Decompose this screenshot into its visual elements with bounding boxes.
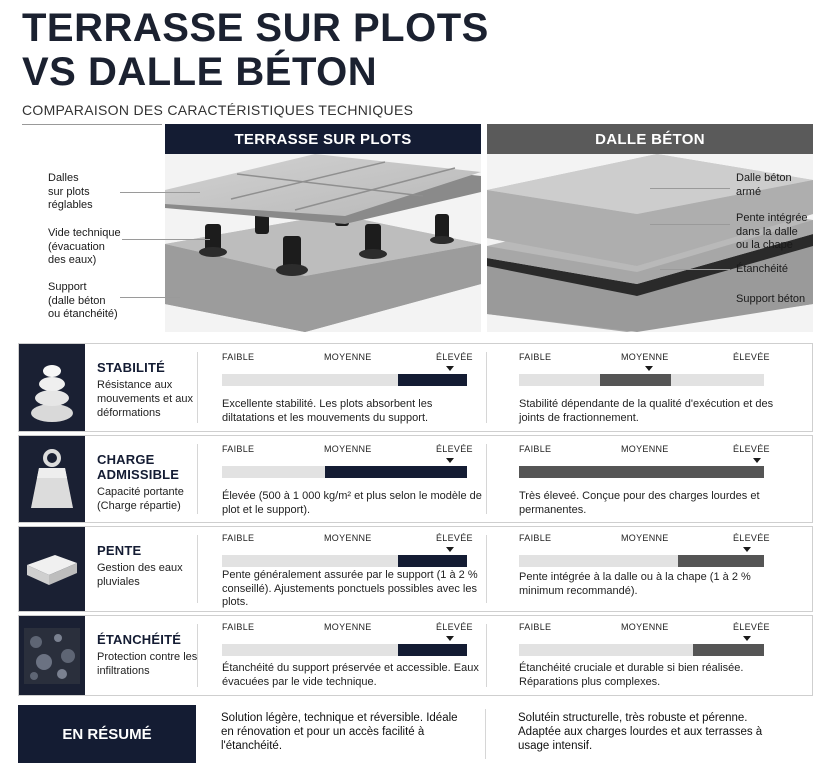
scale-label-low: FAIBLE [222, 444, 255, 454]
row-stabilite [18, 343, 813, 432]
label-pente-integree [736, 212, 808, 253]
feature-pente [97, 543, 207, 589]
scale-label-high: ÉLEVÉE [733, 352, 770, 362]
label-line: Vide technique (évacuation des eaux) [48, 227, 121, 266]
feature-etancheite [97, 632, 207, 678]
leader-line [120, 192, 200, 193]
feature-desc: Protection contre les infiltrations [97, 651, 198, 677]
level-bar-track [222, 466, 467, 478]
feature-desc: Gestion des eaux pluviales [97, 562, 183, 588]
level-marker-icon [645, 366, 653, 371]
label-line: Dalles sur plots réglables [48, 172, 93, 211]
stacked-stones-icon [19, 344, 85, 431]
scale-label-low: FAIBLE [222, 533, 255, 543]
subtitle-underline [22, 124, 162, 125]
level-marker-icon [753, 458, 761, 463]
level-marker-icon [743, 547, 751, 552]
column-header-dalle: DALLE BÉTON [487, 124, 813, 154]
scale-dalle-pente [519, 533, 770, 573]
scale-label-mid: MOYENNE [324, 444, 372, 454]
level-bar-track [519, 374, 764, 386]
scale-label-mid: MOYENNE [324, 352, 372, 362]
column-divider [197, 624, 198, 687]
note-plots-stabilite: Excellente stabilité. Les plots absorbent les diltatations et les mouvements du support. [222, 398, 433, 424]
scale-label-high: ÉLEVÉE [436, 352, 473, 362]
column-divider [197, 352, 198, 423]
level-bar-track [222, 555, 467, 567]
level-bar-track [519, 466, 764, 478]
level-bar-track [222, 374, 467, 386]
level-bar-track [519, 555, 764, 567]
scale-plots-charge [222, 444, 473, 484]
scale-label-high: ÉLEVÉE [436, 622, 473, 632]
scale-label-low: FAIBLE [222, 352, 255, 362]
scale-dalle-etancheite [519, 622, 770, 662]
column-divider [197, 444, 198, 514]
scale-label-high: ÉLEVÉE [436, 533, 473, 543]
water-drops-icon [19, 616, 85, 695]
leader-line [120, 297, 180, 298]
label-support-beton [736, 293, 805, 307]
scale-label-mid: MOYENNE [621, 444, 669, 454]
feature-desc: Résistance aux mouvements et aux déformations [97, 379, 193, 419]
leader-line [650, 224, 730, 225]
row-pente [18, 526, 813, 612]
scale-plots-stabilite [222, 352, 473, 392]
label-line: Support (dalle béton ou étanchéité) [48, 281, 118, 320]
scale-dalle-stabilite [519, 352, 770, 392]
level-marker-icon [446, 458, 454, 463]
level-bar-fill [600, 374, 671, 386]
leader-line [650, 299, 730, 300]
level-bar-fill [519, 466, 764, 478]
label-line: Dalle béton armé [736, 172, 792, 198]
column-divider [485, 709, 486, 759]
feature-charge [97, 452, 207, 513]
scale-label-high: ÉLEVÉE [733, 622, 770, 632]
scale-label-low: FAIBLE [519, 533, 552, 543]
column-header-plots: TERRASSE SUR PLOTS [165, 124, 481, 154]
scale-label-mid: MOYENNE [621, 533, 669, 543]
level-marker-icon [446, 366, 454, 371]
level-bar-fill [398, 374, 467, 386]
label-dalles-plots [48, 172, 93, 213]
scale-plots-etancheite [222, 622, 473, 662]
label-dalle-beton [736, 172, 792, 199]
note-plots-charge: Élevée (500 à 1 000 kg/m² et plus selon le modèle de plot et le support). [222, 490, 482, 516]
scale-label-mid: MOYENNE [621, 352, 669, 362]
label-line: Pente intégrée dans la dalle ou la chape [736, 212, 808, 251]
scale-dalle-charge [519, 444, 770, 484]
label-etancheite [736, 263, 788, 277]
plots-illustration [165, 154, 481, 332]
feature-name: ÉTANCHÉITÉ [97, 632, 182, 647]
scale-label-high: ÉLEVÉE [733, 444, 770, 454]
scale-label-high: ÉLEVÉE [436, 444, 473, 454]
scale-label-mid: MOYENNE [621, 622, 669, 632]
level-marker-icon [446, 547, 454, 552]
column-divider [486, 535, 487, 603]
label-support-plots [48, 281, 118, 322]
feature-stabilite [97, 360, 207, 420]
scale-plots-pente [222, 533, 473, 573]
title-line-2: VS DALLE BÉTON [22, 50, 378, 94]
column-divider [486, 444, 487, 514]
scale-label-low: FAIBLE [519, 352, 552, 362]
note-dalle-charge: Très éleveé. Conçue pour des charges lourdes et permanentes. [519, 490, 760, 516]
label-line: Étanchéité [736, 263, 788, 275]
level-bar-fill [325, 466, 467, 478]
level-bar-fill [693, 644, 764, 656]
label-vide-technique [48, 227, 121, 268]
note-plots-pente: Pente généralement assurée par le support (1 à 2 % conseillé). Ajustements ponctuels possibles avec les plots. [222, 569, 478, 608]
scale-label-mid: MOYENNE [324, 622, 372, 632]
leader-line [122, 239, 210, 240]
leader-line [660, 269, 730, 270]
note-dalle-stabilite: Stabilité dépendante de la qualité d'exécution et des joints de fractionnement. [519, 398, 774, 424]
weight-icon [19, 436, 85, 522]
row-etancheite [18, 615, 813, 696]
title-line-1: TERRASSE SUR PLOTS [22, 6, 489, 50]
scale-label-high: ÉLEVÉE [733, 533, 770, 543]
slab-icon [19, 527, 85, 611]
page-title [22, 6, 489, 94]
page-subtitle: COMPARAISON DES CARACTÉRISTIQUES TECHNIQUES [22, 102, 414, 118]
leader-line [650, 188, 730, 189]
row-charge-admissible [18, 435, 813, 523]
note-dalle-etancheite: Étanchéité cruciale et durable si bien réalisée. Réparations plus complexes. [519, 662, 744, 688]
plots-3d-drawing [165, 154, 481, 332]
summary-plots: Solution légère, technique et réversible. Idéale en rénovation et pour un accès facilité à l'étanchéité. [221, 712, 458, 752]
scale-label-low: FAIBLE [222, 622, 255, 632]
summary-dalle: Solutéin structurelle, très robuste et pérenne. Adaptée aux charges lourdes et aux terrasses à usage intensif. [518, 712, 763, 752]
column-divider [197, 535, 198, 603]
scale-label-mid: MOYENNE [324, 533, 372, 543]
feature-name: CHARGE ADMISSIBLE [97, 452, 180, 482]
summary-label: EN RÉSUMÉ [18, 705, 196, 763]
feature-desc: Capacité portante (Charge répartie) [97, 486, 184, 512]
level-marker-icon [743, 636, 751, 641]
note-plots-etancheite: Étanchéité du support préservée et accessible. Eaux évacuées par le vide technique. [222, 662, 479, 688]
summary-row [18, 705, 813, 763]
feature-name: PENTE [97, 543, 142, 558]
feature-name: STABILITÉ [97, 360, 165, 375]
level-bar-fill [398, 644, 467, 656]
level-bar-track [222, 644, 467, 656]
level-bar-fill [678, 555, 764, 567]
label-line: Support béton [736, 293, 806, 305]
note-dalle-pente: Pente intégrée à la dalle ou à la chape (1 à 2 % minimum recommandé). [519, 571, 751, 597]
scale-label-low: FAIBLE [519, 444, 552, 454]
level-marker-icon [446, 636, 454, 641]
column-divider [486, 624, 487, 687]
level-bar-fill [398, 555, 467, 567]
level-bar-track [519, 644, 764, 656]
column-divider [486, 352, 487, 423]
scale-label-low: FAIBLE [519, 622, 552, 632]
